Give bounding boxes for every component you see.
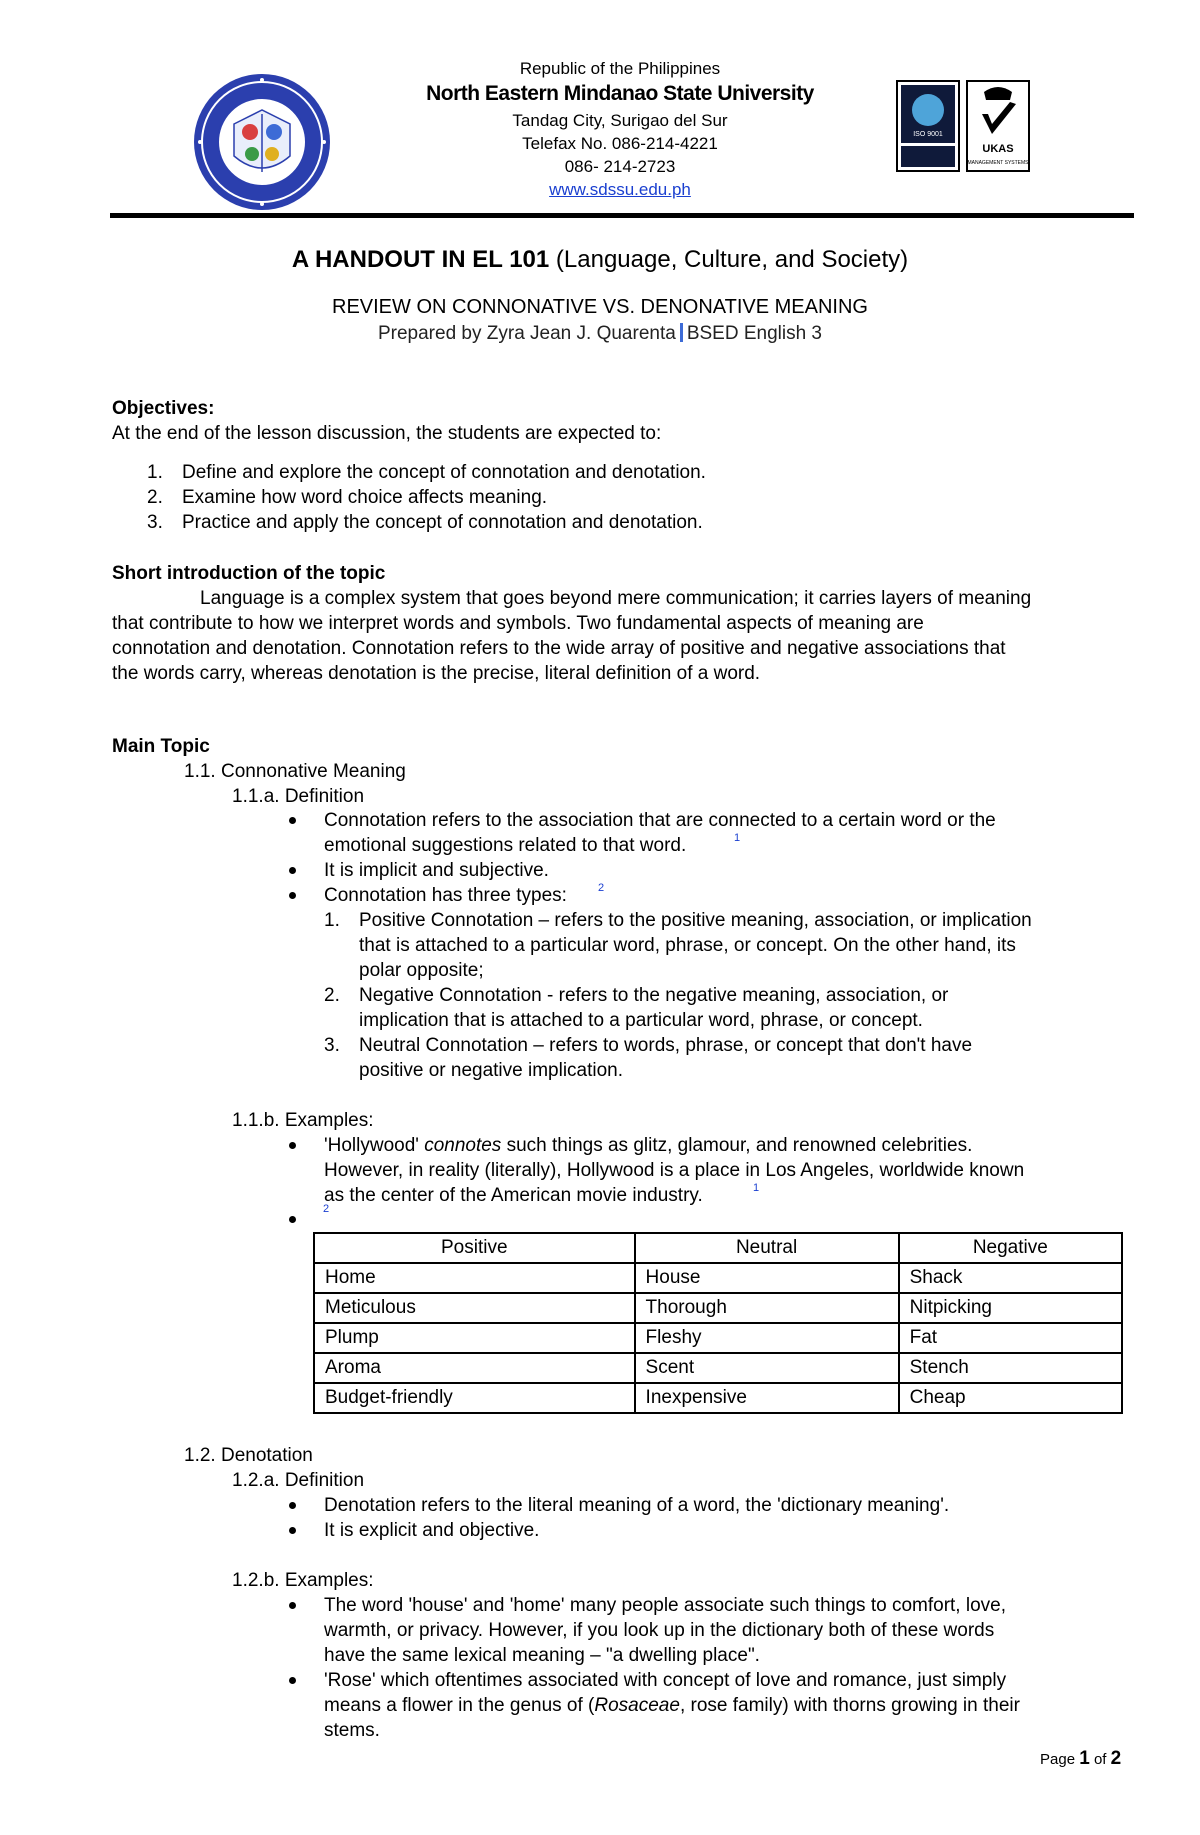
table-cell: Stench [899, 1353, 1122, 1383]
table-cell: Fleshy [635, 1323, 899, 1353]
table-row [314, 1323, 1122, 1353]
footnote-ref[interactable]: 1 [734, 832, 741, 844]
table-row [314, 1383, 1122, 1413]
handout-subtitle: REVIEW ON CONNONATIVE VS. DENONATIVE MEANING [332, 296, 868, 318]
header-university: North Eastern Mindanao State University [426, 82, 814, 105]
bullet-dot [289, 1527, 296, 1534]
example-line: as the center of the American movie industry. [324, 1185, 703, 1206]
objectives-heading: Objectives: [112, 398, 215, 419]
header-telefax: Telefax No. 086-214-4221 [522, 134, 718, 153]
header-website-link[interactable]: www.sdssu.edu.ph [549, 180, 691, 199]
table-cell: Aroma [314, 1353, 635, 1383]
type-num: 3. [324, 1035, 340, 1056]
footnote-ref[interactable]: 1 [753, 1182, 760, 1194]
table-header-cell: Neutral [635, 1233, 899, 1263]
table-row [314, 1293, 1122, 1323]
table-row [314, 1353, 1122, 1383]
prepared-by-line: Prepared by Zyra Jean J. Quarenta BSED English 3 [377, 323, 822, 344]
table-header-row [314, 1233, 1122, 1263]
table-cell: Fat [899, 1323, 1122, 1353]
type-line: Positive Connotation – refers to the positive meaning, association, or implication [359, 910, 1032, 931]
section-1-2-b: 1.2.b. Examples: [232, 1570, 374, 1591]
type-line: that is attached to a particular word, phrase, or concept. On the other hand, its [359, 935, 1016, 956]
denotation-example-line: warmth, or privacy. However, if you look up in the dictionary both of these words [324, 1620, 995, 1641]
type-line: positive or negative implication. [359, 1060, 624, 1081]
bullet-dot [289, 1142, 296, 1149]
table-header-cell: Positive [314, 1233, 635, 1263]
type-line: implication that is attached to a particular word, phrase, or concept. [359, 1010, 923, 1031]
section-1-1-a: 1.1.a. Definition [232, 786, 365, 807]
objective-num: 1. [147, 462, 163, 483]
table-cell: House [635, 1263, 899, 1293]
objective-item: Define and explore the concept of connotation and denotation. [182, 462, 706, 483]
section-1-1-b: 1.1.b. Examples: [232, 1110, 374, 1131]
ukas-label: UKAS [982, 143, 1014, 155]
objective-item: Examine how word choice affects meaning. [182, 487, 548, 508]
table-cell: Budget-friendly [314, 1383, 635, 1413]
connotation-def-line: emotional suggestions related to that word. [324, 835, 687, 856]
bullet-dot [289, 892, 296, 899]
iso-label: ISO 9001 [913, 131, 943, 138]
type-line: polar opposite; [359, 960, 484, 981]
header-country: Republic of the Philippines [519, 59, 721, 78]
objective-item: Practice and apply the concept of connotation and denotation. [182, 512, 703, 533]
example-line: However, in reality (literally), Hollywood is a place in Los Angeles, worldwide known [324, 1160, 1025, 1181]
denotation-example-line: The word 'house' and 'home' many people associate such things to comfort, love, [324, 1595, 1006, 1616]
bullet-dot [289, 817, 296, 824]
university-seal-logo [192, 72, 332, 212]
type-num: 2. [324, 985, 340, 1006]
intro-line: that contribute to how we interpret words and symbols. Two fundamental aspects of meaning are [112, 613, 924, 634]
intro-line: connotation and denotation. Connotation refers to the wide array of positive and negative associations that [112, 638, 1006, 659]
bullet-dot [289, 867, 296, 874]
header-phone: 086- 214-2723 [564, 157, 676, 176]
table-cell: Cheap [899, 1383, 1122, 1413]
intro-heading: Short introduction of the topic [112, 563, 386, 584]
header-divider [110, 213, 1134, 218]
management-systems-label: MANAGEMENT SYSTEMS [967, 160, 1029, 166]
objective-num: 3. [147, 512, 163, 533]
type-line: Negative Connotation - refers to the negative meaning, association, or [359, 985, 949, 1006]
section-1-2-a: 1.2.a. Definition [232, 1470, 365, 1491]
bullet-dot [289, 1502, 296, 1509]
connotation-types-intro: Connotation has three types: [324, 885, 567, 906]
table-cell: Thorough [635, 1293, 899, 1323]
table-row [314, 1263, 1122, 1293]
footnote-ref[interactable]: 2 [323, 1203, 330, 1215]
intro-line: Language is a complex system that goes beyond mere communication; it carries layers of meaning [200, 588, 1032, 609]
type-line: Neutral Connotation – refers to words, phrase, or concept that don't have [359, 1035, 973, 1056]
separator-bar [680, 323, 683, 342]
type-num: 1. [324, 910, 340, 931]
handout-title: A HANDOUT IN EL 101 (Language, Culture, and Society) [291, 246, 909, 273]
footnote-ref[interactable]: 2 [598, 882, 605, 894]
certification-logos [896, 80, 1031, 172]
table-cell: Meticulous [314, 1293, 635, 1323]
bullet-dot [289, 1216, 296, 1223]
table-cell: Shack [899, 1263, 1122, 1293]
objective-num: 2. [147, 487, 163, 508]
table-cell: Inexpensive [635, 1383, 899, 1413]
denotation-def: Denotation refers to the literal meaning of a word, the 'dictionary meaning'. [324, 1495, 950, 1516]
denotation-explicit: It is explicit and objective. [324, 1520, 540, 1541]
section-1-2: 1.2. Denotation [184, 1445, 313, 1466]
bullet-dot [289, 1677, 296, 1684]
denotation-example-line: 'Rose' which oftentimes associated with concept of love and romance, just simply [324, 1670, 1007, 1691]
table-cell: Home [314, 1263, 635, 1293]
connotation-implicit: It is implicit and subjective. [324, 860, 549, 881]
table-cell: Plump [314, 1323, 635, 1353]
denotation-example-line: stems. [324, 1720, 380, 1741]
table-cell: Nitpicking [899, 1293, 1122, 1323]
denotation-example-line: means a flower in the genus of (Rosaceae, rose family) with thorns growing in their [324, 1695, 1020, 1716]
header-city: Tandag City, Surigao del Sur [512, 111, 728, 130]
connotation-def-line: Connotation refers to the association that are connected to a certain word or the [324, 810, 996, 831]
page-number: Page 1 of 2 [1040, 1748, 1122, 1769]
denotation-example-line: have the same lexical meaning – "a dwelling place". [324, 1645, 760, 1666]
table-cell: Scent [635, 1353, 899, 1383]
example-line: 'Hollywood' connotes such things as glitz, glamour, and renowned celebrities. [324, 1135, 973, 1156]
connotation-examples-table [313, 1232, 1123, 1414]
bullet-dot [289, 1602, 296, 1609]
table-header-cell: Negative [899, 1233, 1122, 1263]
section-1-1: 1.1. Connonative Meaning [184, 761, 406, 782]
main-topic-heading: Main Topic [112, 736, 210, 757]
objectives-intro: At the end of the lesson discussion, the students are expected to: [112, 423, 662, 444]
intro-line: the words carry, whereas denotation is the precise, literal definition of a word. [112, 663, 761, 684]
